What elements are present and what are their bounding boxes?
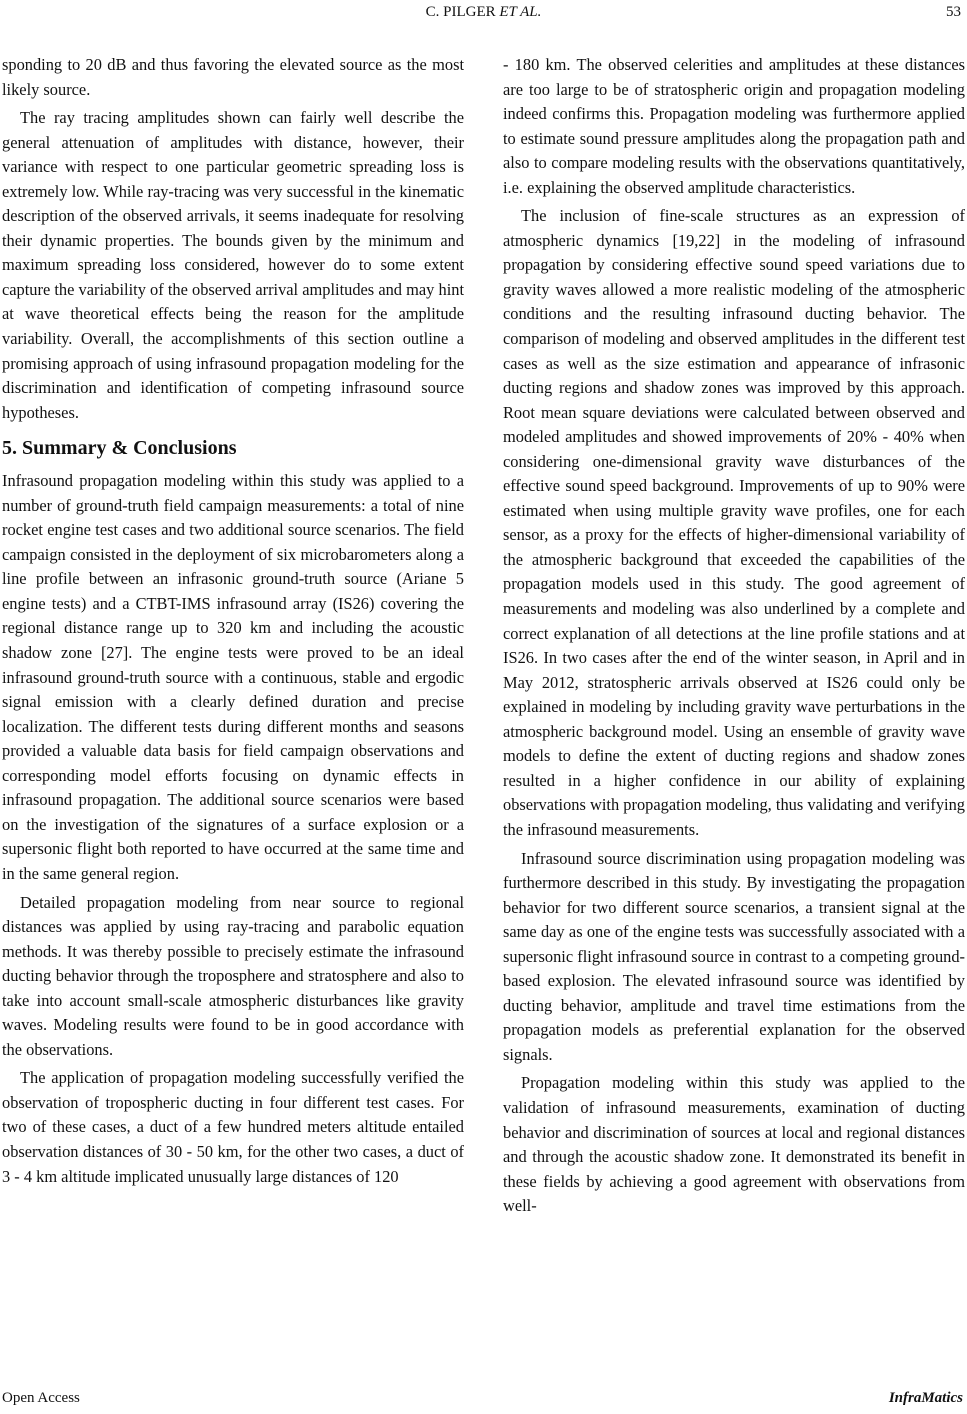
footer-journal-name: InfraMatics	[888, 1390, 963, 1406]
running-head	[0, 4, 967, 24]
paragraph: Infrasound source discrimination using propagation modeling was furthermore described in this study. By investigating the propagation behavior for two different source scenarios, a transient signal at the same day as one of the engine tests was successfully associated with a supersonic flight infrasound source in contrast to a competing ground-based explosion. The elevated infrasound source was identified by ducting behavior, amplitude and travel time estimations from the propagation models as preferential explanation for the observed signals.	[503, 848, 965, 1064]
page-footer	[0, 1390, 967, 1410]
paragraph: The inclusion of fine-scale structures as an expression of atmospheric dynamics [19,22] in the modeling of infrasound propagation by considering effective sound speed variations due to gravity waves allowed a more realistic modeling of the atmospheric conditions and the resulting infrasound ducting behavior. The comparison of modeling and observed amplitudes in the different test cases as well as the size estimation and appearance of infrasonic ducting regions and shadow zones was improved by this approach. Root mean square deviations were calculated between observed and modeled amplitudes and showed improvements of 20% - 40% when considering one-dimensional gravity wave disturbances of the effective sound speed background. Improvements of up to 90% were estimated when using multiple gravity wave profiles, one for each sensor, as a proxy for the effects of higher-dimensional variability of the atmospheric background that exceeded the capabilities of the propagation models used in this study. The good agreement of measurements and modeling was also underlined by a complete and correct explanation of all detections at the line profile stations and at IS26. In two cases after the end of the winter season, in April and in May 2012, stratospheric arrivals observed at IS26 could only be explained in modeling by including gravity wave perturbations in the atmospheric background model. Using an ensemble of gravity wave models to define the extent of ducting regions and shadow zones resulted in a higher confidence in our ability of explaining observations with propagation modeling, thus validating and verifying the infrasound measurements.	[503, 206, 965, 839]
left-column	[2, 53, 464, 1193]
author-name: C. PILGER	[425, 4, 496, 20]
section-heading: 5. Summary & Conclusions	[2, 437, 237, 460]
page-number: 53	[946, 4, 961, 20]
paragraph: - 180 km. The observed celerities and amplitudes at these distances are too large to be of stratospheric origin and propagation modeling indeed confirms this. Propagation modeling was furthermore applied to estimate sound pressure amplitudes along the propagation path and also to compare modeling results with the observations quantitatively, i.e. explaining the observed amplitude characteristics.	[503, 55, 965, 197]
footer-access-label: Open Access	[2, 1390, 80, 1406]
paragraph: Propagation modeling within this study was applied to the validation of infrasound measurements, examination of ducting behavior and discrimination of sources at local and regional distances and through the acoustic shadow zone. It demonstrated its benefit in these fields by achieving a good agreement with observations from well-	[503, 1073, 965, 1216]
paragraph: sponding to 20 dB and thus favoring the elevated source as the most likely source.	[2, 55, 464, 99]
paragraph: The application of propagation modeling successfully verified the observation of tropospheric ducting in four different test cases. For two of these cases, a duct of a few hundred meters altitude entailed observation distances of 30 - 50 km, for the other two cases, a duct of 3 - 4 km altitude implicated unusually large distances of 120	[2, 1068, 464, 1186]
running-head-authors	[0, 4, 967, 21]
paragraph: The ray tracing amplitudes shown can fairly well describe the general attenuation of amplitudes with distance, however, their variance with respect to one particular geometric spreading loss is extremely low. While ray-tracing was very successful in the kinematic description of the observed arrivals, it seems inadequate for resolving their dynamic properties. The bounds given by the minimum and maximum spreading loss considered, however do to some extent capture the variability of the observed arrival amplitudes and may hint at wave theoretical effects being the reason for the amplitude variability. Overall, the accomplishments of this section outline a promising approach of using infrasound propagation modeling for the discrimination and identification of competing infrasound source hypotheses.	[2, 108, 464, 422]
et-al: ET AL.	[499, 4, 542, 20]
paragraph: Infrasound propagation modeling within this study was applied to a number of ground-truth field campaign measurements: a total of nine rocket engine test cases and two additional source scenarios. The field campaign consisted in the deployment of six microbarometers along a line profile between an infrasonic ground-truth source (Ariane 5 engine tests) and a CTBT-IMS infrasound array (IS26) covering the regional distance range up to 320 km and including the acoustic shadow zone [27]. The engine tests were proved to be an ideal infrasound ground-truth source with a continuous, stable and ergodic signal emission with a clearly defined duration and precise localization. The different tests during different months and seasons provided a valuable data basis for field campaign observations and corresponding model efforts focusing on dynamic effects in infrasound propagation. The additional source scenarios were based on the investigation of the signatures of a surface explosion or a supersonic flight both reported to have occurred at the same time and in the same general region.	[2, 471, 464, 883]
right-column	[503, 53, 965, 1223]
paragraph: Detailed propagation modeling from near source to regional distances was applied by using ray-tracing and parabolic equation methods. It was thereby possible to precisely estimate the infrasound ducting behavior through the troposphere and stratosphere and also to take into account small-scale atmospheric disturbances like gravity waves. Modeling results were found to be in good accordance with the observations.	[2, 892, 464, 1059]
